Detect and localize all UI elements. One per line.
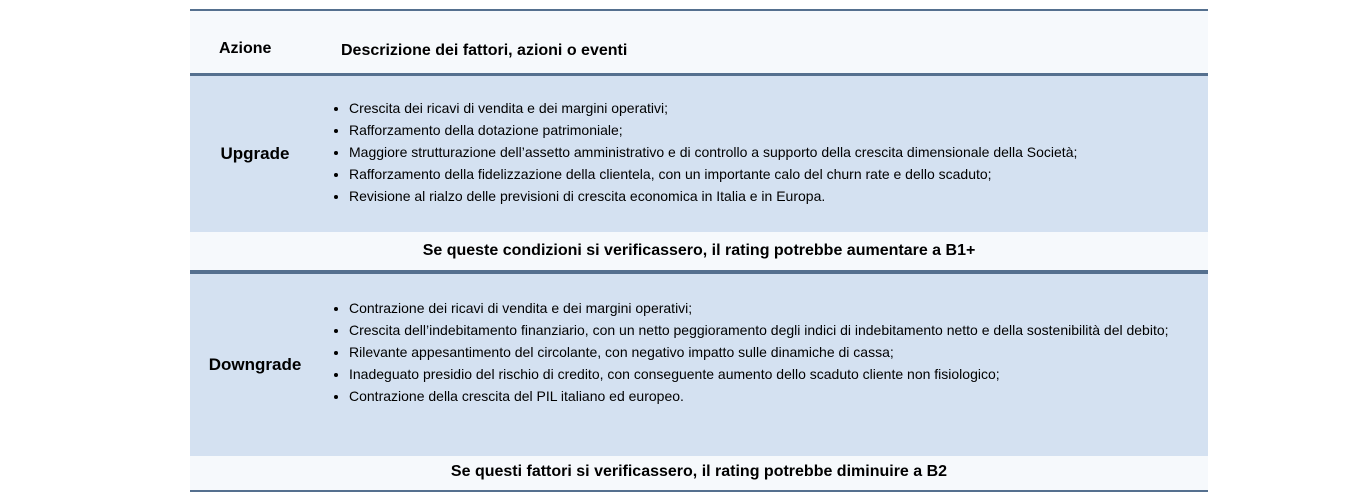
- list-item: • Crescita dell’indebitamento finanziario, con un netto peggioramento degli indici di indebitamento netto e della sostenibilità del debito;: [349, 319, 1199, 341]
- list-item: • Rilevante appesantimento del circolante, con negativo impatto sulle dinamiche di cassa;: [349, 341, 1199, 363]
- header-action: Azione: [219, 40, 272, 57]
- table-header: [190, 11, 1208, 74]
- list-item: • Maggiore strutturazione dell’assetto amministrativo e di controllo a supporto della crescita dimensionale della Società;: [349, 141, 1199, 163]
- list-item: • Revisione al rialzo delle previsioni di crescita economica in Italia e in Europa.: [349, 185, 1199, 207]
- list-item: • Rafforzamento della dotazione patrimoniale;: [349, 119, 1199, 141]
- header-description: Descrizione dei fattori, azioni o eventi: [341, 42, 628, 59]
- upgrade-label: Upgrade: [220, 144, 290, 163]
- downgrade-list: [332, 297, 1199, 407]
- downgrade-label: Downgrade: [208, 355, 302, 374]
- downgrade-row: [190, 274, 1208, 456]
- upgrade-list: [332, 97, 1199, 207]
- list-item: • Crescita dei ricavi di vendita e dei margini operativi;: [349, 97, 1199, 119]
- list-item: • Contrazione della crescita del PIL italiano ed europeo.: [349, 385, 1199, 407]
- list-item: • Contrazione dei ricavi di vendita e dei margini operativi;: [349, 297, 1199, 319]
- upgrade-condition: Se queste condizioni si verificassero, il rating potrebbe aumentare a B1+: [190, 232, 1208, 270]
- upgrade-row: [190, 76, 1208, 232]
- list-item: • Inadeguato presidio del rischio di credito, con conseguente aumento dello scaduto cliente non fisiologico;: [349, 363, 1199, 385]
- list-item: • Rafforzamento della fidelizzazione della clientela, con un importante calo del churn rate e dello scaduto;: [349, 163, 1199, 185]
- downgrade-condition: Se questi fattori si verificassero, il rating potrebbe diminuire a B2: [190, 456, 1208, 490]
- bottom-rule: [190, 490, 1208, 492]
